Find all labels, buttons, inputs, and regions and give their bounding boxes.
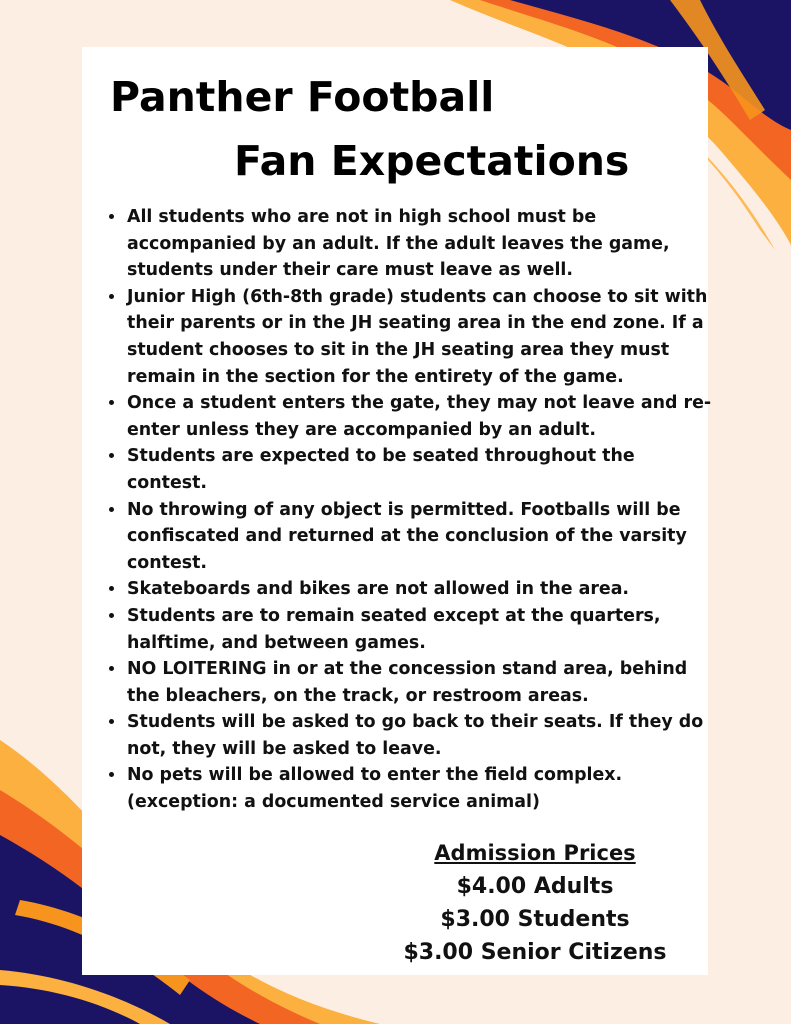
page-title-line-2: Fan Expectations: [234, 137, 630, 185]
admission-prices: [382, 837, 688, 969]
rule-item: • All students who are not in high school must be accompanied by an adult. If the adult leaves the game, students under their care must leave as well.: [126, 204, 718, 284]
rule-item: • Students are to remain seated except at the quarters, halftime, and between games.: [126, 603, 718, 656]
content-card: [82, 47, 712, 975]
page-title-line-1: Panther Football: [110, 73, 495, 121]
expectations-list: [106, 204, 718, 816]
rule-item: • Skateboards and bikes are not allowed in the area.: [126, 576, 718, 603]
price-adults: $4.00 Adults: [456, 874, 614, 899]
rule-item: • No throwing of any object is permitted. Footballs will be confiscated and returned at the conclusion of the varsity contest.: [126, 497, 718, 577]
rule-item: • Once a student enters the gate, they may not leave and re-enter unless they are accompanied by an adult.: [126, 390, 718, 443]
price-senior-citizens: $3.00 Senior Citizens: [403, 940, 667, 965]
rule-item: • Students will be asked to go back to their seats. If they do not, they will be asked to leave.: [126, 709, 718, 762]
price-students: $3.00 Students: [440, 907, 630, 932]
rule-item: • Students are expected to be seated throughout the contest.: [126, 443, 718, 496]
rule-item: • No pets will be allowed to enter the field complex. (exception: a documented service animal): [126, 762, 718, 815]
rule-item: • Junior High (6th-8th grade) students can choose to sit with their parents or in the JH seating area in the end zone. If a student chooses to sit in the JH seating area they must remain in the section for the entirety of the game.: [126, 284, 718, 390]
rule-item: • NO LOITERING in or at the concession stand area, behind the bleachers, on the track, or restroom areas.: [126, 656, 718, 709]
admission-heading: Admission Prices: [434, 841, 636, 865]
